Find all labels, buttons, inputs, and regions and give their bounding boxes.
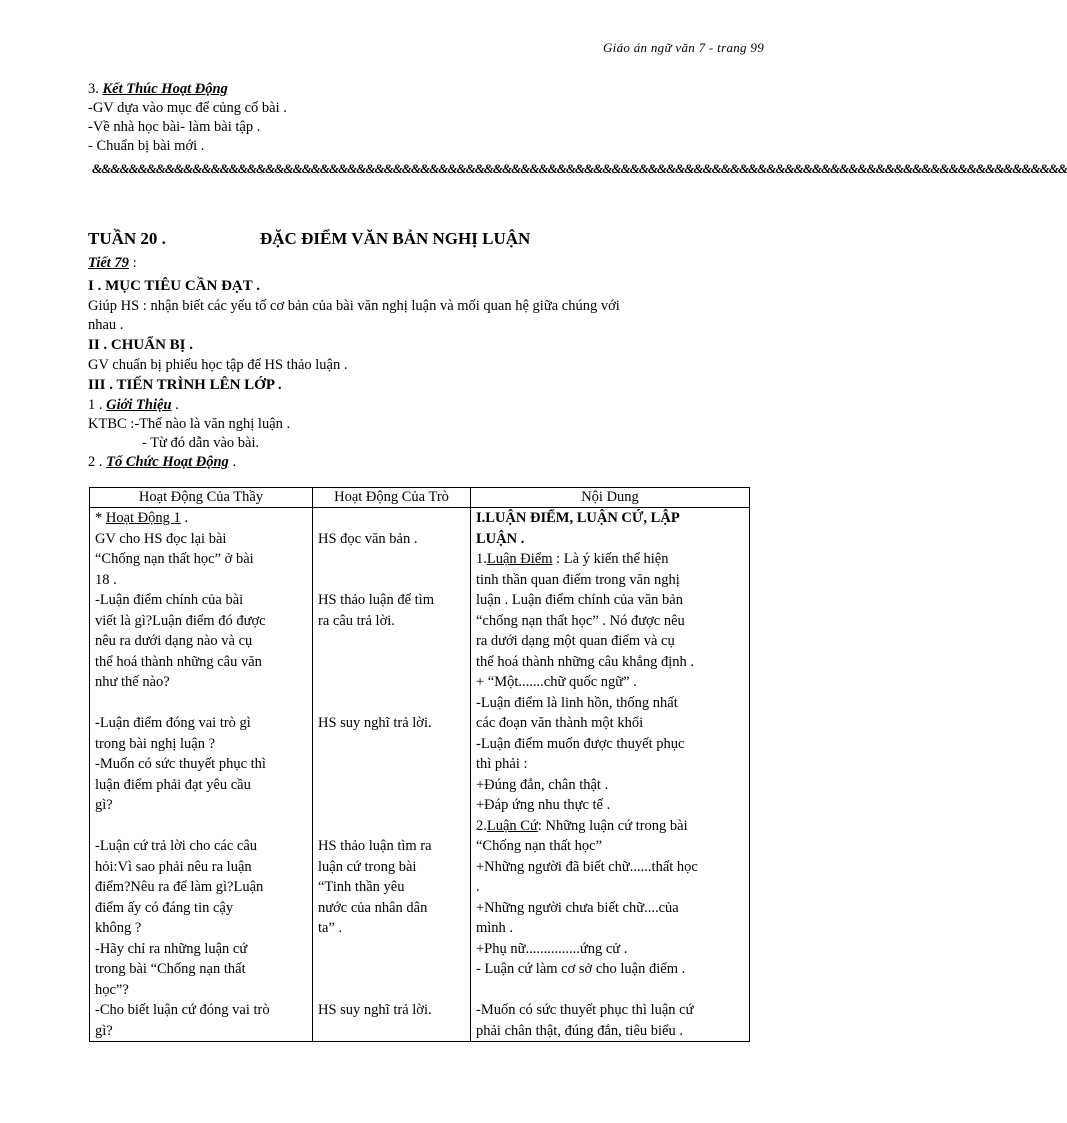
teacher-cell xyxy=(90,508,313,1042)
p2-rest: : Những luận cứ trong bài xyxy=(537,817,688,834)
teacher-line: 18 . xyxy=(95,571,117,588)
content-line: +Đúng đắn, chân thật . xyxy=(476,776,609,793)
content-line: ra dưới dạng một quan điểm và cụ xyxy=(476,633,675,649)
spacer xyxy=(318,508,465,529)
spacer xyxy=(318,754,465,775)
ktbc-line-2: - Từ đó dẫn vào bài. xyxy=(142,435,260,451)
teacher-line: gì? xyxy=(95,1022,113,1039)
teacher-line: hỏi:Vì sao phải nêu ra luận xyxy=(95,858,252,875)
p1-rest: : Là ý kiến thể hiện xyxy=(552,551,669,567)
spacer xyxy=(318,652,465,673)
student-line: HS thảo luận tìm ra xyxy=(318,838,432,854)
activity-table xyxy=(89,487,750,1042)
spacer xyxy=(95,816,307,837)
spacer xyxy=(95,693,307,714)
intro-title: Giới Thiệu xyxy=(106,397,172,413)
content-line: -Luận điểm là linh hồn, thống nhất xyxy=(476,694,678,711)
spacer xyxy=(318,980,465,1001)
end-section-heading xyxy=(88,80,738,99)
teacher-line: “Chống nạn thất học” ở bài xyxy=(95,551,254,567)
intro-suffix: . xyxy=(171,397,179,413)
content-line: “Chống nạn thất học” xyxy=(476,838,603,854)
teacher-line: -Hãy chỉ ra những luận cứ xyxy=(95,940,248,957)
teacher-line: học”? xyxy=(95,981,129,998)
week-label: TUẦN 20 . xyxy=(88,229,166,248)
teacher-line: -Luận cứ trả lời cho các câu xyxy=(95,838,258,854)
content-line: - Luận cứ làm cơ sở cho luận điểm . xyxy=(476,961,686,977)
content-line xyxy=(476,549,744,570)
spacer xyxy=(318,734,465,755)
content-line xyxy=(476,816,744,837)
teacher-line: thể hoá thành những câu văn xyxy=(95,653,262,670)
lesson-body xyxy=(88,254,738,472)
teacher-line: trong bài “Chống nạn thất xyxy=(95,961,246,977)
spacer xyxy=(318,693,465,714)
content-line: . xyxy=(476,879,480,895)
activity-prefix: * xyxy=(95,510,106,526)
org-number: 2 . xyxy=(88,454,107,470)
table-row xyxy=(90,508,750,1042)
content-line: thể hoá thành những câu khẳng định . xyxy=(476,653,695,670)
col-header-teacher: Hoạt Động Của Thầy xyxy=(90,488,313,508)
content-line: tinh thần quan điểm trong văn nghị xyxy=(476,571,680,588)
intro-heading xyxy=(88,396,738,415)
p1-prefix: 1. xyxy=(476,551,487,567)
prep-text: GV chuẩn bị phiếu học tập để HS thảo luận . xyxy=(88,357,348,373)
intro-number: 1 . xyxy=(88,397,107,413)
org-heading xyxy=(88,453,738,472)
spacer xyxy=(318,959,465,980)
teacher-line: viết là gì?Luận điểm đó được xyxy=(95,612,266,629)
activity-heading xyxy=(95,508,307,529)
teacher-line: trong bài nghị luận ? xyxy=(95,735,216,752)
student-line: HS đọc văn bản . xyxy=(318,530,418,547)
teacher-line: luận điểm phải đạt yêu cầu xyxy=(95,776,251,793)
spacer xyxy=(318,570,465,591)
period-suffix: : xyxy=(128,255,137,271)
student-line: nước của nhân dân xyxy=(318,899,428,916)
student-line: ta” . xyxy=(318,920,343,936)
teacher-line: nêu ra dưới dạng nào và cụ xyxy=(95,633,253,649)
col-header-student: Hoạt Động Của Trò xyxy=(313,488,471,508)
objectives-line-2: nhau . xyxy=(88,317,124,333)
teacher-line: gì? xyxy=(95,797,113,813)
lesson-title-row xyxy=(88,229,531,249)
end-line-1: -GV dựa vào mục để củng cố bài . xyxy=(88,100,287,116)
teacher-line: như thế nào? xyxy=(95,674,170,690)
content-line: +Những người đã biết chữ......thất học xyxy=(476,858,698,875)
p1-term: Luận Điểm xyxy=(486,551,553,567)
end-section-number: 3. xyxy=(88,81,103,97)
teacher-line: điểm?Nêu ra để làm gì?Luận xyxy=(95,879,264,895)
objectives-heading: I . MỤC TIÊU CẦN ĐẠT . xyxy=(88,278,260,294)
org-title: Tổ Chức Hoạt Động xyxy=(106,454,229,470)
activity-suffix: . xyxy=(180,510,189,526)
content-line: + “Một.......chữ quốc ngữ” . xyxy=(476,674,637,690)
content-line: mình . xyxy=(476,920,514,936)
content-line: -Luận điểm muốn được thuyết phục xyxy=(476,735,685,752)
prep-heading: II . CHUẨN BỊ . xyxy=(88,337,194,353)
content-heading: LUẬN . xyxy=(476,530,525,547)
period-label: Tiết 79 xyxy=(88,255,129,271)
objectives-line-1: Giúp HS : nhận biết các yếu tố cơ bản của bài văn nghị luận và mối quan hệ giữa chúng với xyxy=(88,298,620,314)
student-line: “Tinh thần yêu xyxy=(318,879,405,895)
activity-label: Hoạt Động 1 xyxy=(105,510,181,526)
teacher-line: -Muốn có sức thuyết phục thì xyxy=(95,756,266,772)
process-heading: III . TIẾN TRÌNH LÊN LỚP . xyxy=(88,377,282,393)
table-header-row xyxy=(90,488,750,508)
end-line-3: - Chuẩn bị bài mới . xyxy=(88,138,205,154)
teacher-line: -Cho biết luận cứ đóng vai trò xyxy=(95,1002,270,1018)
period-line xyxy=(88,254,738,274)
content-cell xyxy=(471,508,750,1042)
spacer xyxy=(476,980,744,1001)
spacer xyxy=(318,816,465,837)
ktbc-line-1: KTBC :-Thế nào là văn nghị luận . xyxy=(88,416,291,432)
content-line: các đoạn văn thành một khối xyxy=(476,715,644,731)
student-line: luận cứ trong bài xyxy=(318,858,417,875)
org-suffix: . xyxy=(228,454,237,470)
col-header-content: Nội Dung xyxy=(471,488,750,508)
lesson-title: ĐẶC ĐIỂM VĂN BẢN NGHỊ LUẬN xyxy=(260,229,531,248)
spacer xyxy=(318,939,465,960)
spacer xyxy=(318,775,465,796)
content-line: luận . Luận điểm chính của văn bản xyxy=(476,592,683,608)
end-line-2: -Về nhà học bài- làm bài tập . xyxy=(88,119,261,135)
student-cell xyxy=(313,508,471,1042)
content-heading: I.LUẬN ĐIỂM, LUẬN CỨ, LẬP xyxy=(476,510,680,526)
student-line: ra câu trả lời. xyxy=(318,612,395,629)
content-line: -Muốn có sức thuyết phục thì luận cứ xyxy=(476,1002,694,1018)
spacer xyxy=(318,631,465,652)
p2-term: Luận Cứ xyxy=(486,817,538,834)
teacher-line: -Luận điểm đóng vai trò gì xyxy=(95,715,251,731)
teacher-line: điểm ấy có đáng tin cậy xyxy=(95,899,234,916)
content-line: +Phụ nữ...............ứng cử . xyxy=(476,940,628,957)
student-line: HS thảo luận để tìm xyxy=(318,592,434,608)
content-line: thì phải : xyxy=(476,756,528,772)
content-line: +Đáp ứng nhu thực tế . xyxy=(476,797,611,813)
end-section xyxy=(88,80,738,156)
spacer xyxy=(318,672,465,693)
spacer xyxy=(318,549,465,570)
end-section-title: Kết Thúc Hoạt Động xyxy=(102,81,228,97)
student-line: HS suy nghĩ trả lời. xyxy=(318,1002,432,1018)
page-header: Giáo án ngữ văn 7 - trang 99 xyxy=(602,40,764,55)
p2-prefix: 2. xyxy=(476,817,487,834)
teacher-line: không ? xyxy=(95,920,142,936)
student-line: HS suy nghĩ trả lời. xyxy=(318,715,432,731)
teacher-line: -Luận điểm chính của bài xyxy=(95,592,244,608)
content-line: +Những người chưa biết chữ....của xyxy=(476,899,679,916)
content-line: phải chân thật, đúng đắn, tiêu biểu . xyxy=(476,1022,683,1039)
content-line: “chống nạn thất học” . Nó được nêu xyxy=(476,612,685,629)
spacer xyxy=(318,795,465,816)
ornament-divider: &&&&&&&&&&&&&&&&&&&&&&&&&&&&&&&&&&&&&&&&&&&&&&&&&&&&&&&&&&&&&&&&&&&&&&&&&&&&&&&&&&&&&&&&&&&&&&&&&&&&&&&&&&& xyxy=(92,161,1067,176)
teacher-line: GV cho HS đọc lại bài xyxy=(95,530,227,547)
